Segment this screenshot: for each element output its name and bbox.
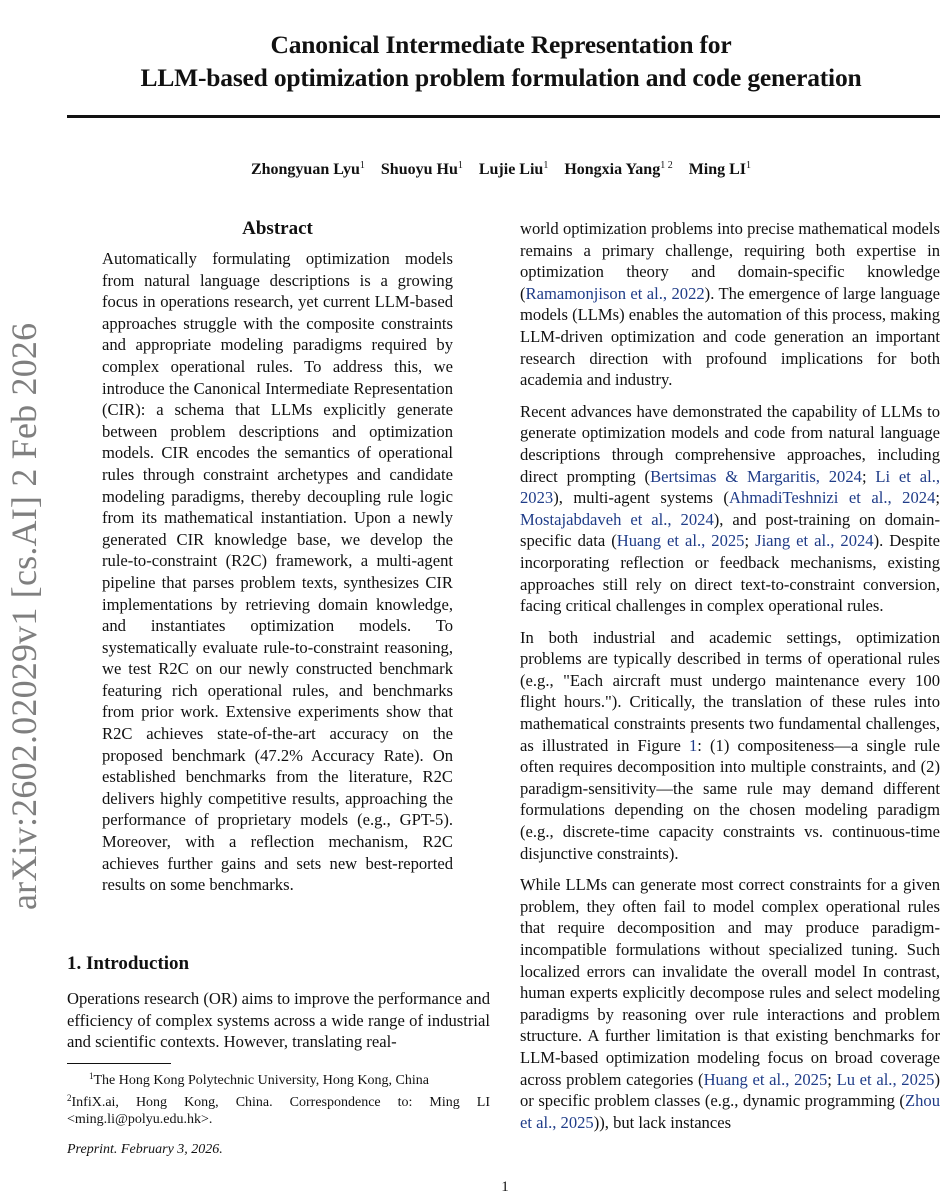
title-rule-divider (67, 115, 940, 118)
footnote-2 (67, 1090, 490, 1129)
arxiv-identifier-stamp[interactable]: arXiv:2602.02029v1 [cs.AI] 2 Feb 2026 (4, 322, 44, 910)
author-name: Ming LI (688, 161, 747, 178)
paragraph-text: )), but lack instances (593, 1112, 732, 1132)
citation-link[interactable]: Li et al., 2023 (520, 466, 940, 508)
author-affiliation: 1 (457, 160, 463, 171)
author-name: Shuoyu Hu (380, 161, 458, 178)
author (564, 161, 672, 178)
citation-link[interactable]: Huang et al., 2025 (703, 1069, 828, 1089)
author-affiliation: 1 (746, 160, 752, 171)
separator: ; (744, 531, 756, 551)
author-name: Zhongyuan Lyu (250, 161, 360, 178)
abstract-heading: Abstract (242, 218, 313, 239)
author-list (60, 155, 942, 181)
citation-link[interactable]: Zhou et al., 2025 (520, 1091, 940, 1132)
separator: ; (935, 488, 940, 508)
right-column (520, 218, 940, 1143)
footnote-1 (67, 1068, 490, 1090)
author (689, 161, 751, 178)
abstract-text: Automatically formulating optimization models from natural language descriptions is a growing focus in operations research, yet current LLM-based approaches struggle with the composite constraints and appropriate modeling paradigms required by complex operational rules. To address this, we introduce the Canonical Intermediate Representation (CIR): a schema that LLMs explicitly generate between problem descriptions and optimization models. CIR encodes the semantics of operational rules through constraint archetypes and candidate modeling paradigms, thereby decoupling rule logic from its mathematical instantiation. Upon a newly generated CIR knowledge base, we develop the rule-to-constraint (R2C) framework, a multi-agent pipeline that parses problem texts, synthesizes CIR implementations by retrieving domain knowledge, and instantiates optimization models. To systematically evaluate rule-to-constraint reasoning, we test R2C on our newly constructed benchmark featuring rich operational rules, and benchmarks from prior work. Extensive experiments show that R2C achieves state-of-the-art accuracy on the proposed benchmark (47.2% Accuracy Rate). On established benchmarks from the literature, R2C delivers highly competitive results, approaching the performance of proprietary models (e.g., GPT-5). Moreover, with a reflection mechanism, R2C achieves further gains and sets new best-reported results on some benchmarks. (102, 249, 453, 895)
paragraph-text: ). The emergence of large language models (LLMs) enables the automation of this process, making LLM-driven optimization and code generation an important research direction with profound implications for both academia and industry. (520, 283, 941, 390)
preprint-note: Preprint. February 3, 2026. (67, 1142, 223, 1157)
citation-link[interactable]: Bertsimas & Margaritis, 2024 (650, 466, 862, 486)
author (381, 161, 463, 178)
paragraph-text: ). Despite incorporating reflection or feedback mechanisms, existing approaches still rely on direct text-to-constraint conversion, facing critical challenges in complex operational rules. (520, 531, 940, 616)
figure-reference-link[interactable]: 1 (688, 735, 698, 755)
author-name: Lujie Liu (478, 161, 544, 178)
paragraph-text: ) or specific problem classes (e.g., dynamic programming ( (520, 1069, 940, 1111)
introduction-paragraph-3 (520, 627, 940, 865)
citation-link[interactable]: Mostajabdaveh et al., 2024 (520, 509, 714, 529)
paragraph-text: world optimization problems into precise mathematical models remains a primary challenge, requiring both expertise in optimization theory and domain-specific knowledge ( (520, 219, 940, 303)
paragraph-text: Recent advances have demonstrated the capability of LLMs to generate optimization models and code from natural language descriptions through comprehensive approaches, including direct prompting ( (520, 401, 940, 486)
separator: ; (861, 466, 876, 486)
citation-link[interactable]: Lu et al., 2025 (836, 1069, 935, 1089)
paragraph-text: : (1) compositeness—a single rule often requires decomposition into multiple constraints, and (2) paradigm-sensitivity—the same rule may demand different formulations depending on the chosen modeling paradigm (e.g., discrete-time capacity constraints vs. continuous-time disjunctive constraints). (520, 735, 940, 863)
introduction-paragraph-4 (520, 874, 940, 1133)
paper-title (60, 28, 942, 94)
paragraph-text: ), and post-training on domain-specific data ( (520, 509, 940, 551)
separator: ; (827, 1069, 837, 1089)
footnote-text: The Hong Kong Polytechnic University, Hong Kong, China (93, 1073, 429, 1088)
page-number: 1 (501, 1179, 509, 1195)
citation-link[interactable]: Ramamonjison et al., 2022 (525, 283, 705, 303)
footnote-divider (67, 1063, 171, 1064)
introduction-paragraph-left: Operations research (OR) aims to improve the performance and efficiency of complex systems across a wide range of industrial and scientific contexts. However, translating real- (67, 989, 490, 1052)
author (479, 161, 548, 178)
paragraph-text: ), multi-agent systems ( (553, 488, 729, 508)
citation-link[interactable]: AhmadiTeshnizi et al., 2024 (728, 488, 936, 508)
author-affiliation: 1 (359, 160, 365, 171)
introduction-paragraph-2 (520, 401, 940, 617)
footnote-text: InfiX.ai, Hong Kong, China. Correspondence to: Ming LI <ming.li@polyu.edu.hk>. (67, 1094, 490, 1127)
title-line-2: LLM-based optimization problem formulation and code generation (140, 63, 862, 92)
footnote-mark: 2 (67, 1092, 72, 1103)
citation-link[interactable]: Jiang et al., 2024 (755, 531, 874, 551)
footnotes (67, 1068, 490, 1129)
citation-link[interactable]: Huang et al., 2025 (616, 531, 745, 551)
section-heading-introduction: 1. Introduction (67, 953, 190, 974)
title-line-1: Canonical Intermediate Representation for (270, 30, 732, 59)
footnote-mark: 1 (89, 1071, 94, 1081)
paragraph-text: While LLMs can generate most correct constraints for a given problem, they often fail to model complex operational rules that require decomposition and may produce paradigm-incompatible formulations without specialized tuning. Such localized errors can invalidate the overall model In contrast, human experts explicitly decompose rules and select modeling paradigms by reasoning over rule interactions and problem structure. A further limitation is that existing benchmarks for LLM-based optimization modeling focus on broad coverage across problem categories ( (520, 875, 940, 1089)
author (251, 161, 365, 178)
author-affiliation: 1 (543, 160, 549, 171)
introduction-paragraph-1-continued (520, 218, 940, 391)
author-affiliation: 1 2 (660, 160, 673, 171)
author-name: Hongxia Yang (564, 161, 661, 178)
paragraph-text: In both industrial and academic settings, optimization problems are typically described in terms of operational rules (e.g., "Each aircraft must undergo maintenance every 100 flight hours."). Critically, the translation of these rules into mathematical constraints presents two fundamental challenges, as illustrated in Figure (520, 627, 940, 755)
